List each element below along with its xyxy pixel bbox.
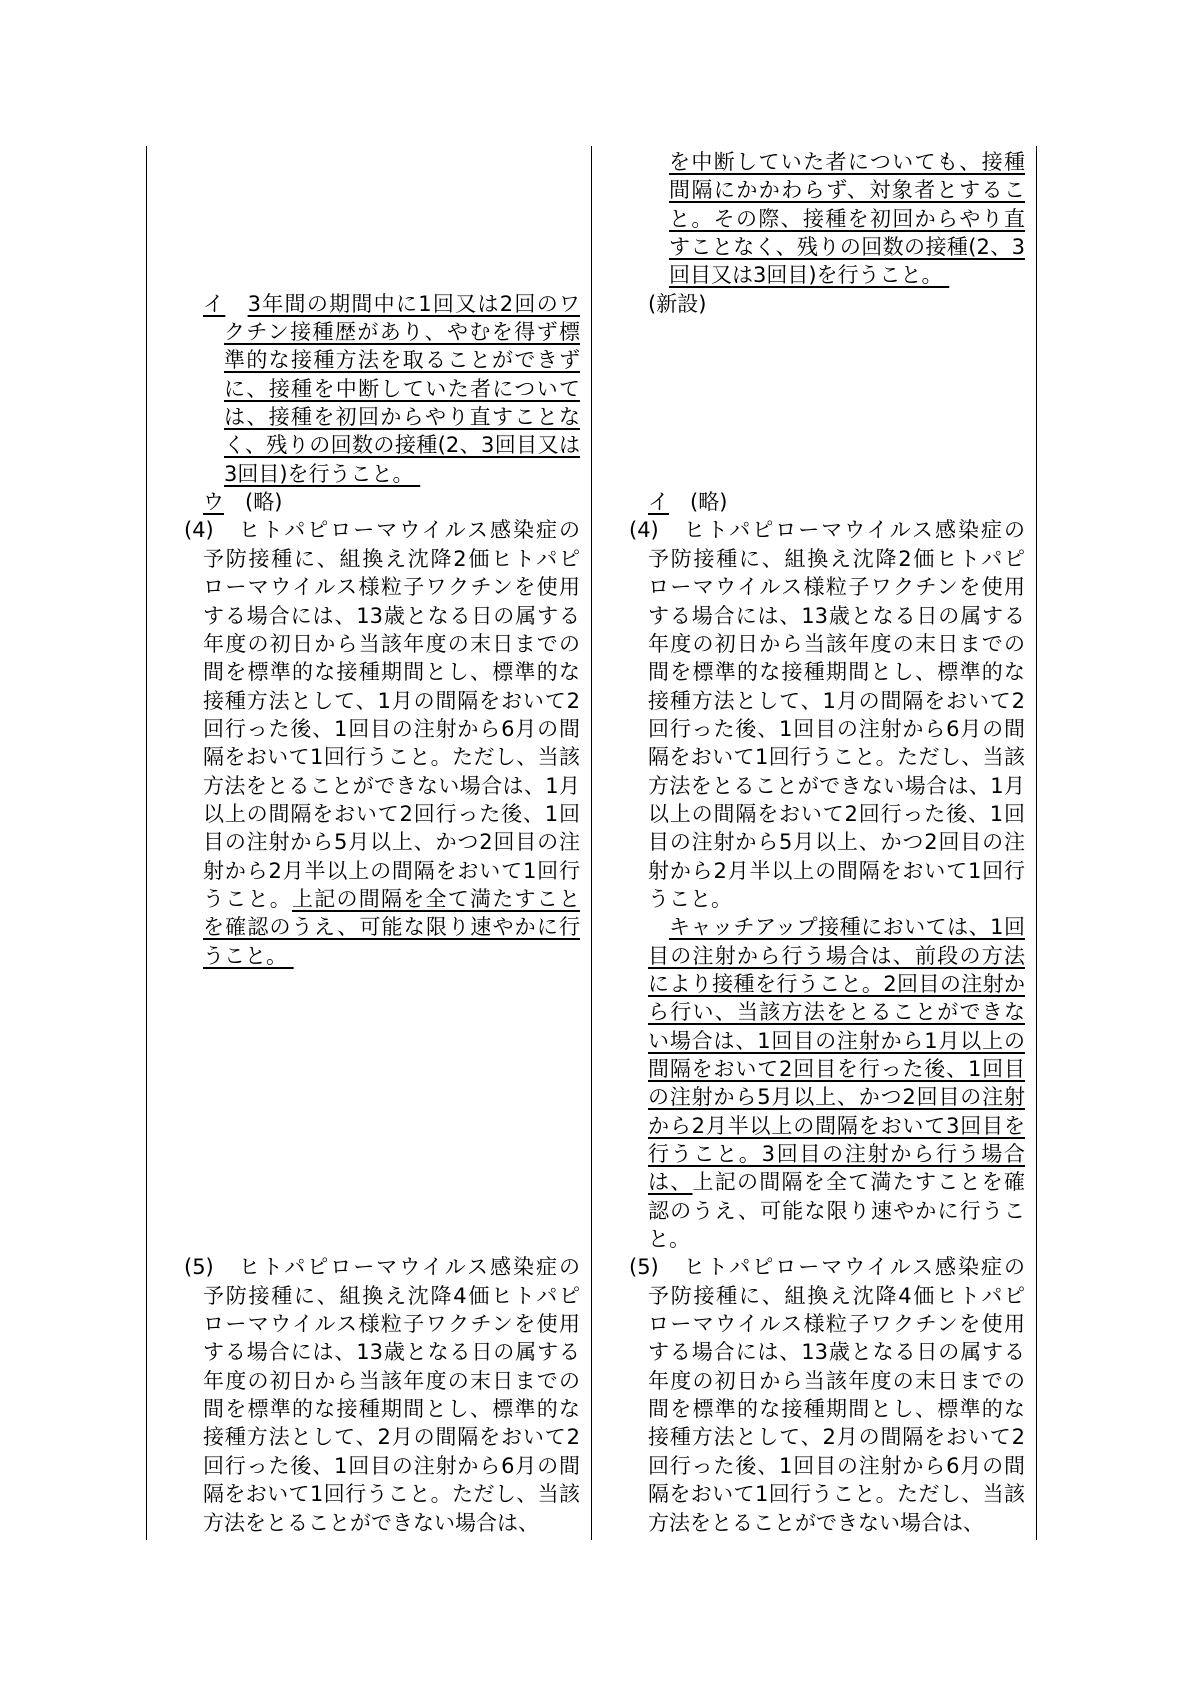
text-segment: する場合には、13歳となる日の属する <box>203 603 580 628</box>
text-line <box>224 346 580 374</box>
text-line <box>203 687 580 715</box>
blank-line <box>146 1140 591 1168</box>
text-segment: (略) <box>224 490 283 515</box>
text-line <box>648 942 1025 970</box>
text-line <box>203 545 580 573</box>
blank-line <box>591 318 1036 346</box>
text-line <box>203 1423 580 1451</box>
text-line <box>648 998 1025 1026</box>
text-segment: 隔をおいて1回行うこと。ただし、当該 <box>648 745 1025 770</box>
text-segment: 以上の間隔をおいて2回行った後、1回 <box>203 801 580 826</box>
blank-line <box>146 1112 591 1140</box>
text-line <box>648 1395 1025 1423</box>
text-segment: 回行った後、1回目の注射から6月の間 <box>203 716 580 741</box>
text-line <box>203 828 580 856</box>
text-segment: ローマウイルス様粒子ワクチンを使用 <box>203 1312 580 1337</box>
text-segment: ローマウイルス様粒子ワクチンを使用 <box>648 575 1025 600</box>
text-line <box>648 658 1025 686</box>
text-segment: 予防接種に、組換え沈降4価ヒトパピ <box>648 1283 1025 1308</box>
text-line <box>224 375 580 403</box>
text-segment: 方法をとることができない場合は、 <box>648 1510 984 1535</box>
text-line <box>669 261 1025 289</box>
text-line <box>648 885 1025 913</box>
text-line <box>203 885 580 913</box>
text-line <box>648 630 1025 658</box>
text-line <box>203 743 580 771</box>
text-line <box>648 1338 1025 1366</box>
underlined-amendment-text: い場合は、1回目の注射から1月以上の <box>648 1028 1025 1053</box>
text-segment: 間を標準的な接種期間とし、標準的な <box>648 660 1025 685</box>
text-segment: 年度の初日から当該年度の末日までの <box>203 631 580 656</box>
underlined-amendment-text: 行うこと。3回目の注射から行う場合 <box>648 1142 1025 1167</box>
text-segment: 予防接種に、組換え沈降2価ヒトパピ <box>203 546 580 571</box>
blank-line <box>146 1168 591 1196</box>
text-segment: 回行った後、1回目の注射から6月の間 <box>648 1453 1025 1478</box>
text-line <box>648 290 1025 318</box>
blank-line <box>146 1055 591 1083</box>
text-line <box>648 1452 1025 1480</box>
underlined-amendment-text: 目の注射から行う場合は、前段の方法 <box>648 943 1025 968</box>
underlined-amendment-text: キャッチアップ接種においては、1回 <box>669 915 1025 940</box>
text-line <box>648 1509 1025 1537</box>
text-line <box>648 1480 1025 1508</box>
text-line <box>184 1253 580 1281</box>
text-line <box>648 1112 1025 1140</box>
text-line <box>629 516 1025 544</box>
blank-line <box>591 375 1036 403</box>
text-line <box>203 1509 580 1537</box>
text-line <box>203 1282 580 1310</box>
text-line <box>224 460 580 488</box>
text-line <box>203 1310 580 1338</box>
text-line <box>648 772 1025 800</box>
text-segment: 年度の初日から当該年度の末日までの <box>648 1368 1025 1393</box>
revised-text-column <box>146 148 591 1537</box>
underlined-amendment-text: により接種を行うこと。2回目の注射か <box>648 971 1025 996</box>
underlined-amendment-text: と。その際、接種を初回からやり直 <box>669 206 1025 231</box>
text-line <box>648 687 1025 715</box>
text-line <box>648 743 1025 771</box>
text-segment: 間を標準的な接種期間とし、標準的な <box>648 1397 1025 1422</box>
text-segment: 接種方法として、1月の間隔をおいて2 <box>648 688 1025 713</box>
text-segment: 方法をとることができない場合は、1月 <box>203 773 580 798</box>
text-segment: 間を標準的な接種期間とし、標準的な <box>203 660 580 685</box>
underlined-amendment-text: ら行い、当該方法をとることができな <box>648 1000 1025 1025</box>
text-line <box>203 913 580 941</box>
text-line <box>203 1367 580 1395</box>
blank-line <box>146 1083 591 1111</box>
text-segment: ローマウイルス様粒子ワクチンを使用 <box>648 1312 1025 1337</box>
blank-line <box>146 205 591 233</box>
underlined-amendment-text: 準的な接種方法を取ることができず <box>224 348 580 373</box>
text-line <box>648 1225 1025 1253</box>
text-segment: 回行った後、1回目の注射から6月の間 <box>648 716 1025 741</box>
blank-line <box>591 431 1036 459</box>
text-line <box>648 800 1025 828</box>
underlined-amendment-text: を中断していた者についても、接種 <box>669 150 1025 174</box>
underlined-amendment-text: は、 <box>648 1170 693 1195</box>
underlined-amendment-text: すことなく、残りの回数の接種(2、3 <box>669 235 1025 260</box>
text-line <box>669 205 1025 233</box>
text-line <box>203 1480 580 1508</box>
text-line <box>203 1395 580 1423</box>
text-line <box>648 970 1025 998</box>
text-line <box>203 1338 580 1366</box>
text-line <box>224 318 580 346</box>
text-line <box>648 1083 1025 1111</box>
text-segment: ローマウイルス様粒子ワクチンを使用 <box>203 575 580 600</box>
underlined-amendment-text: イ <box>648 490 669 515</box>
underlined-amendment-text: 3年間の期間中に1回又は2回のワ <box>247 291 581 316</box>
text-line <box>648 1310 1025 1338</box>
text-line <box>669 233 1025 261</box>
text-line <box>184 516 580 544</box>
underlined-amendment-text: クチン接種歴があり、やむを得ず標 <box>224 320 580 345</box>
text-segment: 回行った後、1回目の注射から6月の間 <box>203 1453 580 1478</box>
blank-line <box>146 1197 591 1225</box>
text-line <box>648 1027 1025 1055</box>
underlined-amendment-text: を確認のうえ、可能な限り速やかに行 <box>203 915 580 940</box>
text-segment: する場合には、13歳となる日の属する <box>203 1340 580 1365</box>
text-segment: 間を標準的な接種期間とし、標準的な <box>203 1397 580 1422</box>
text-segment: (4) ヒトパピローマウイルス感染症の <box>629 518 1025 543</box>
underlined-amendment-text: イ <box>203 291 226 316</box>
text-segment: 予防接種に、組換え沈降4価ヒトパピ <box>203 1283 580 1308</box>
blank-line <box>146 261 591 289</box>
text-line <box>669 148 1025 176</box>
underlined-amendment-text: ウ <box>203 490 224 515</box>
text-line <box>203 290 580 318</box>
text-line <box>648 828 1025 856</box>
underlined-amendment-text: から2月半以上の間隔をおいて3回目を <box>648 1113 1025 1138</box>
text-line <box>648 602 1025 630</box>
blank-line <box>146 1225 591 1253</box>
text-segment: 年度の初日から当該年度の末日までの <box>648 631 1025 656</box>
text-segment <box>225 292 247 316</box>
blank-line <box>146 233 591 261</box>
text-line <box>648 545 1025 573</box>
text-line <box>648 1423 1025 1451</box>
text-segment: 目の注射から5月以上、かつ2回目の注 <box>203 830 580 855</box>
text-segment: 射から2月半以上の間隔をおいて1回行 <box>203 858 580 883</box>
text-segment: する場合には、13歳となる日の属する <box>648 603 1025 628</box>
text-segment: 接種方法として、1月の間隔をおいて2 <box>203 688 580 713</box>
text-segment: 隔をおいて1回行うこと。ただし、当該 <box>648 1482 1025 1507</box>
text-segment: 認のうえ、可能な限り速やかに行うこ <box>648 1198 1025 1223</box>
text-line <box>203 942 580 970</box>
text-line <box>203 800 580 828</box>
current-text-column <box>591 148 1036 1537</box>
blank-line <box>591 460 1036 488</box>
text-line <box>648 573 1025 601</box>
text-line <box>629 1253 1025 1281</box>
text-segment: と。 <box>648 1227 690 1252</box>
text-segment: 方法をとることができない場合は、1月 <box>648 773 1025 798</box>
blank-line <box>146 148 591 176</box>
text-line <box>203 630 580 658</box>
text-segment: 射から2月半以上の間隔をおいて1回行 <box>648 858 1025 883</box>
text-segment: する場合には、13歳となる日の属する <box>648 1340 1025 1365</box>
text-line <box>648 715 1025 743</box>
underlined-amendment-text: に、接種を中断していた者について <box>224 376 580 401</box>
text-line <box>203 488 580 516</box>
text-segment: うこと。 <box>203 886 292 911</box>
text-line <box>648 1055 1025 1083</box>
underlined-amendment-text: 回目又は3回目)を行うこと。 <box>669 263 950 288</box>
text-segment: 隔をおいて1回行うこと。ただし、当該 <box>203 745 580 770</box>
blank-line <box>591 403 1036 431</box>
text-segment: 上記の間隔を全て満たすことを確 <box>692 1170 1025 1195</box>
text-line <box>648 1282 1025 1310</box>
blank-line <box>591 346 1036 374</box>
text-segment: 方法をとることができない場合は、 <box>203 1510 539 1535</box>
text-line <box>224 403 580 431</box>
text-line <box>203 857 580 885</box>
text-segment: (5) ヒトパピローマウイルス感染症の <box>629 1255 1025 1280</box>
text-line <box>203 573 580 601</box>
text-segment: 接種方法として、2月の間隔をおいて2 <box>648 1425 1025 1450</box>
table-border-right <box>1036 146 1037 1540</box>
text-segment: 接種方法として、2月の間隔をおいて2 <box>203 1425 580 1450</box>
text-line <box>648 1168 1025 1196</box>
underlined-amendment-text: うこと。 <box>203 943 294 968</box>
text-line <box>203 658 580 686</box>
underlined-amendment-text: 間隔をおいて2回目を行った後、1回目 <box>648 1057 1025 1081</box>
underlined-amendment-text: の注射から5月以上、かつ2回目の注射 <box>648 1085 1025 1110</box>
underlined-amendment-text: 上記の間隔を全て満たすこと <box>292 886 580 911</box>
text-segment: 隔をおいて1回行うこと。ただし、当該 <box>203 1482 580 1507</box>
text-line <box>203 772 580 800</box>
underlined-amendment-text: 間隔にかかわらず、対象者とするこ <box>669 178 1025 203</box>
text-line <box>648 1197 1025 1225</box>
text-segment: (新設) <box>648 291 707 316</box>
text-line <box>669 176 1025 204</box>
text-line <box>669 913 1025 941</box>
text-segment: 以上の間隔をおいて2回行った後、1回 <box>648 801 1025 826</box>
text-segment: 予防接種に、組換え沈降2価ヒトパピ <box>648 546 1025 571</box>
text-line <box>224 431 580 459</box>
text-segment: 年度の初日から当該年度の末日までの <box>203 1368 580 1393</box>
text-segment: 目の注射から5月以上、かつ2回目の注 <box>648 830 1025 855</box>
text-line <box>203 1452 580 1480</box>
underlined-amendment-text: は、接種を初回からやり直すことな <box>224 405 580 430</box>
text-line <box>648 488 1025 516</box>
text-segment: (略) <box>669 490 728 515</box>
blank-line <box>146 970 591 998</box>
text-line <box>203 602 580 630</box>
text-segment: (5) ヒトパピローマウイルス感染症の <box>184 1255 580 1280</box>
blank-line <box>146 176 591 204</box>
underlined-amendment-text: 3回目)を行うこと。 <box>224 461 421 486</box>
text-segment: (4) ヒトパピローマウイルス感染症の <box>184 518 580 543</box>
blank-line <box>146 998 591 1026</box>
text-segment: うこと。 <box>648 886 732 911</box>
text-line <box>648 1367 1025 1395</box>
text-line <box>648 1140 1025 1168</box>
text-line <box>648 857 1025 885</box>
blank-line <box>146 1027 591 1055</box>
underlined-amendment-text: く、残りの回数の接種(2、3回目又は <box>224 433 580 458</box>
text-line <box>203 715 580 743</box>
